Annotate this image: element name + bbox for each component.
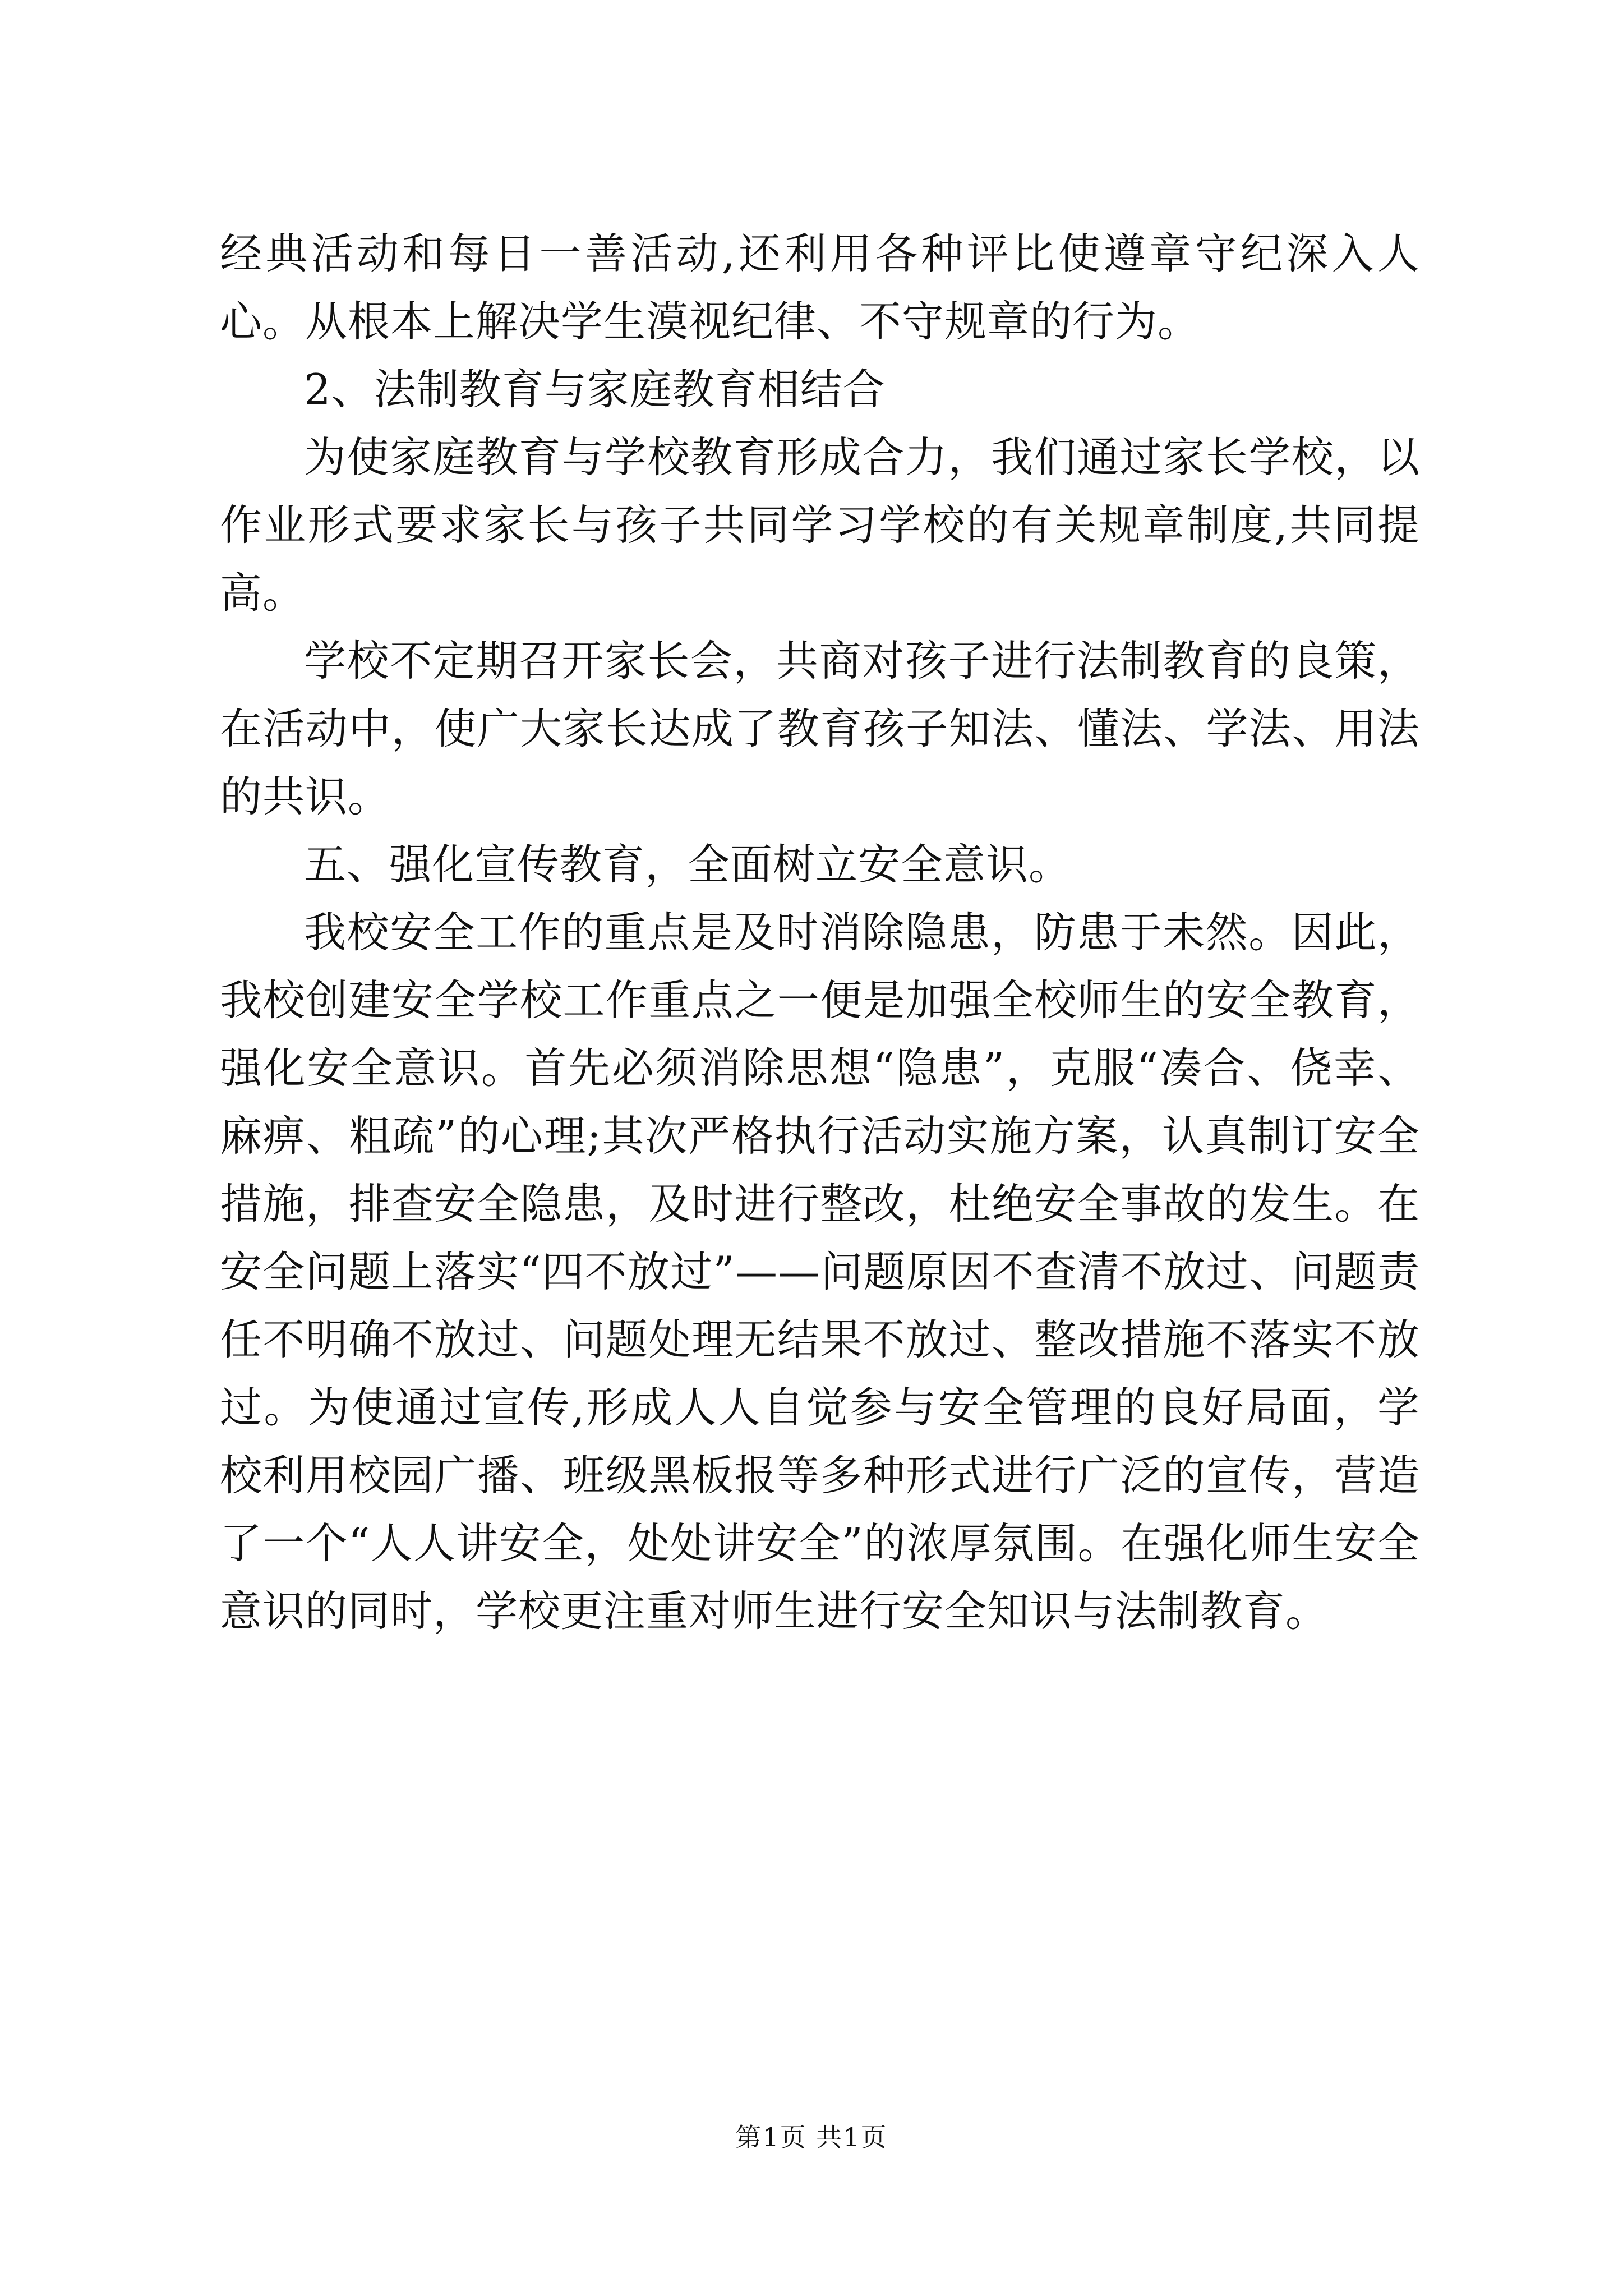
paragraph-parent-school: 为使家庭教育与学校教育形成合力，我们通过家长学校，以作业形式要求家长与孩子共同学习学校的有关规章制度,共同提高。 — [220, 432, 1420, 618]
page-footer: 第1页 共1页 — [735, 2122, 888, 2152]
section-heading-legal-family-education: 2、法制教育与家庭教育相结合 — [304, 365, 886, 414]
document-body — [220, 220, 1420, 1645]
paragraph-safety-work: 我校安全工作的重点是及时消除隐患，防患于未然。因此，我校创建安全学校工作重点之一便是加强全校师生的安全教育，强化安全意识。首先必须消除思想“隐患”，克服“凑合、侥幸、麻痹、粗疏”的心理;其次严格执行活动实施方案，认真制订安全措施，排查安全隐患，及时进行整改，杜绝安全事故的发生。在安全问题上落实“四不放过”——问题原因不查清不放过、问题责任不明确不放过、问题处理无结果不放过、整改措施不落实不放过。为使通过宣传,形成人人自觉参与安全管理的良好局面，学校利用校园广播、班级黑板报等多种形式进行广泛的宣传，营造了一个“人人讲安全，处处讲安全”的浓厚氛围。在强化师生安全意识的同时，学校更注重对师生进行安全知识与法制教育。 — [220, 908, 1420, 1636]
paragraph-continuation: 经典活动和每日一善活动,还利用各种评比使遵章守纪深入人心。从根本上解决学生漠视纪律、不守规章的行为。 — [220, 229, 1420, 346]
section-heading-safety-awareness: 五、强化宣传教育，全面树立安全意识。 — [304, 840, 1072, 889]
paragraph-parent-meetings: 学校不定期召开家长会，共商对孩子进行法制教育的良策，在活动中，使广大家长达成了教育孩子知法、懂法、学法、用法的共识。 — [220, 636, 1420, 821]
